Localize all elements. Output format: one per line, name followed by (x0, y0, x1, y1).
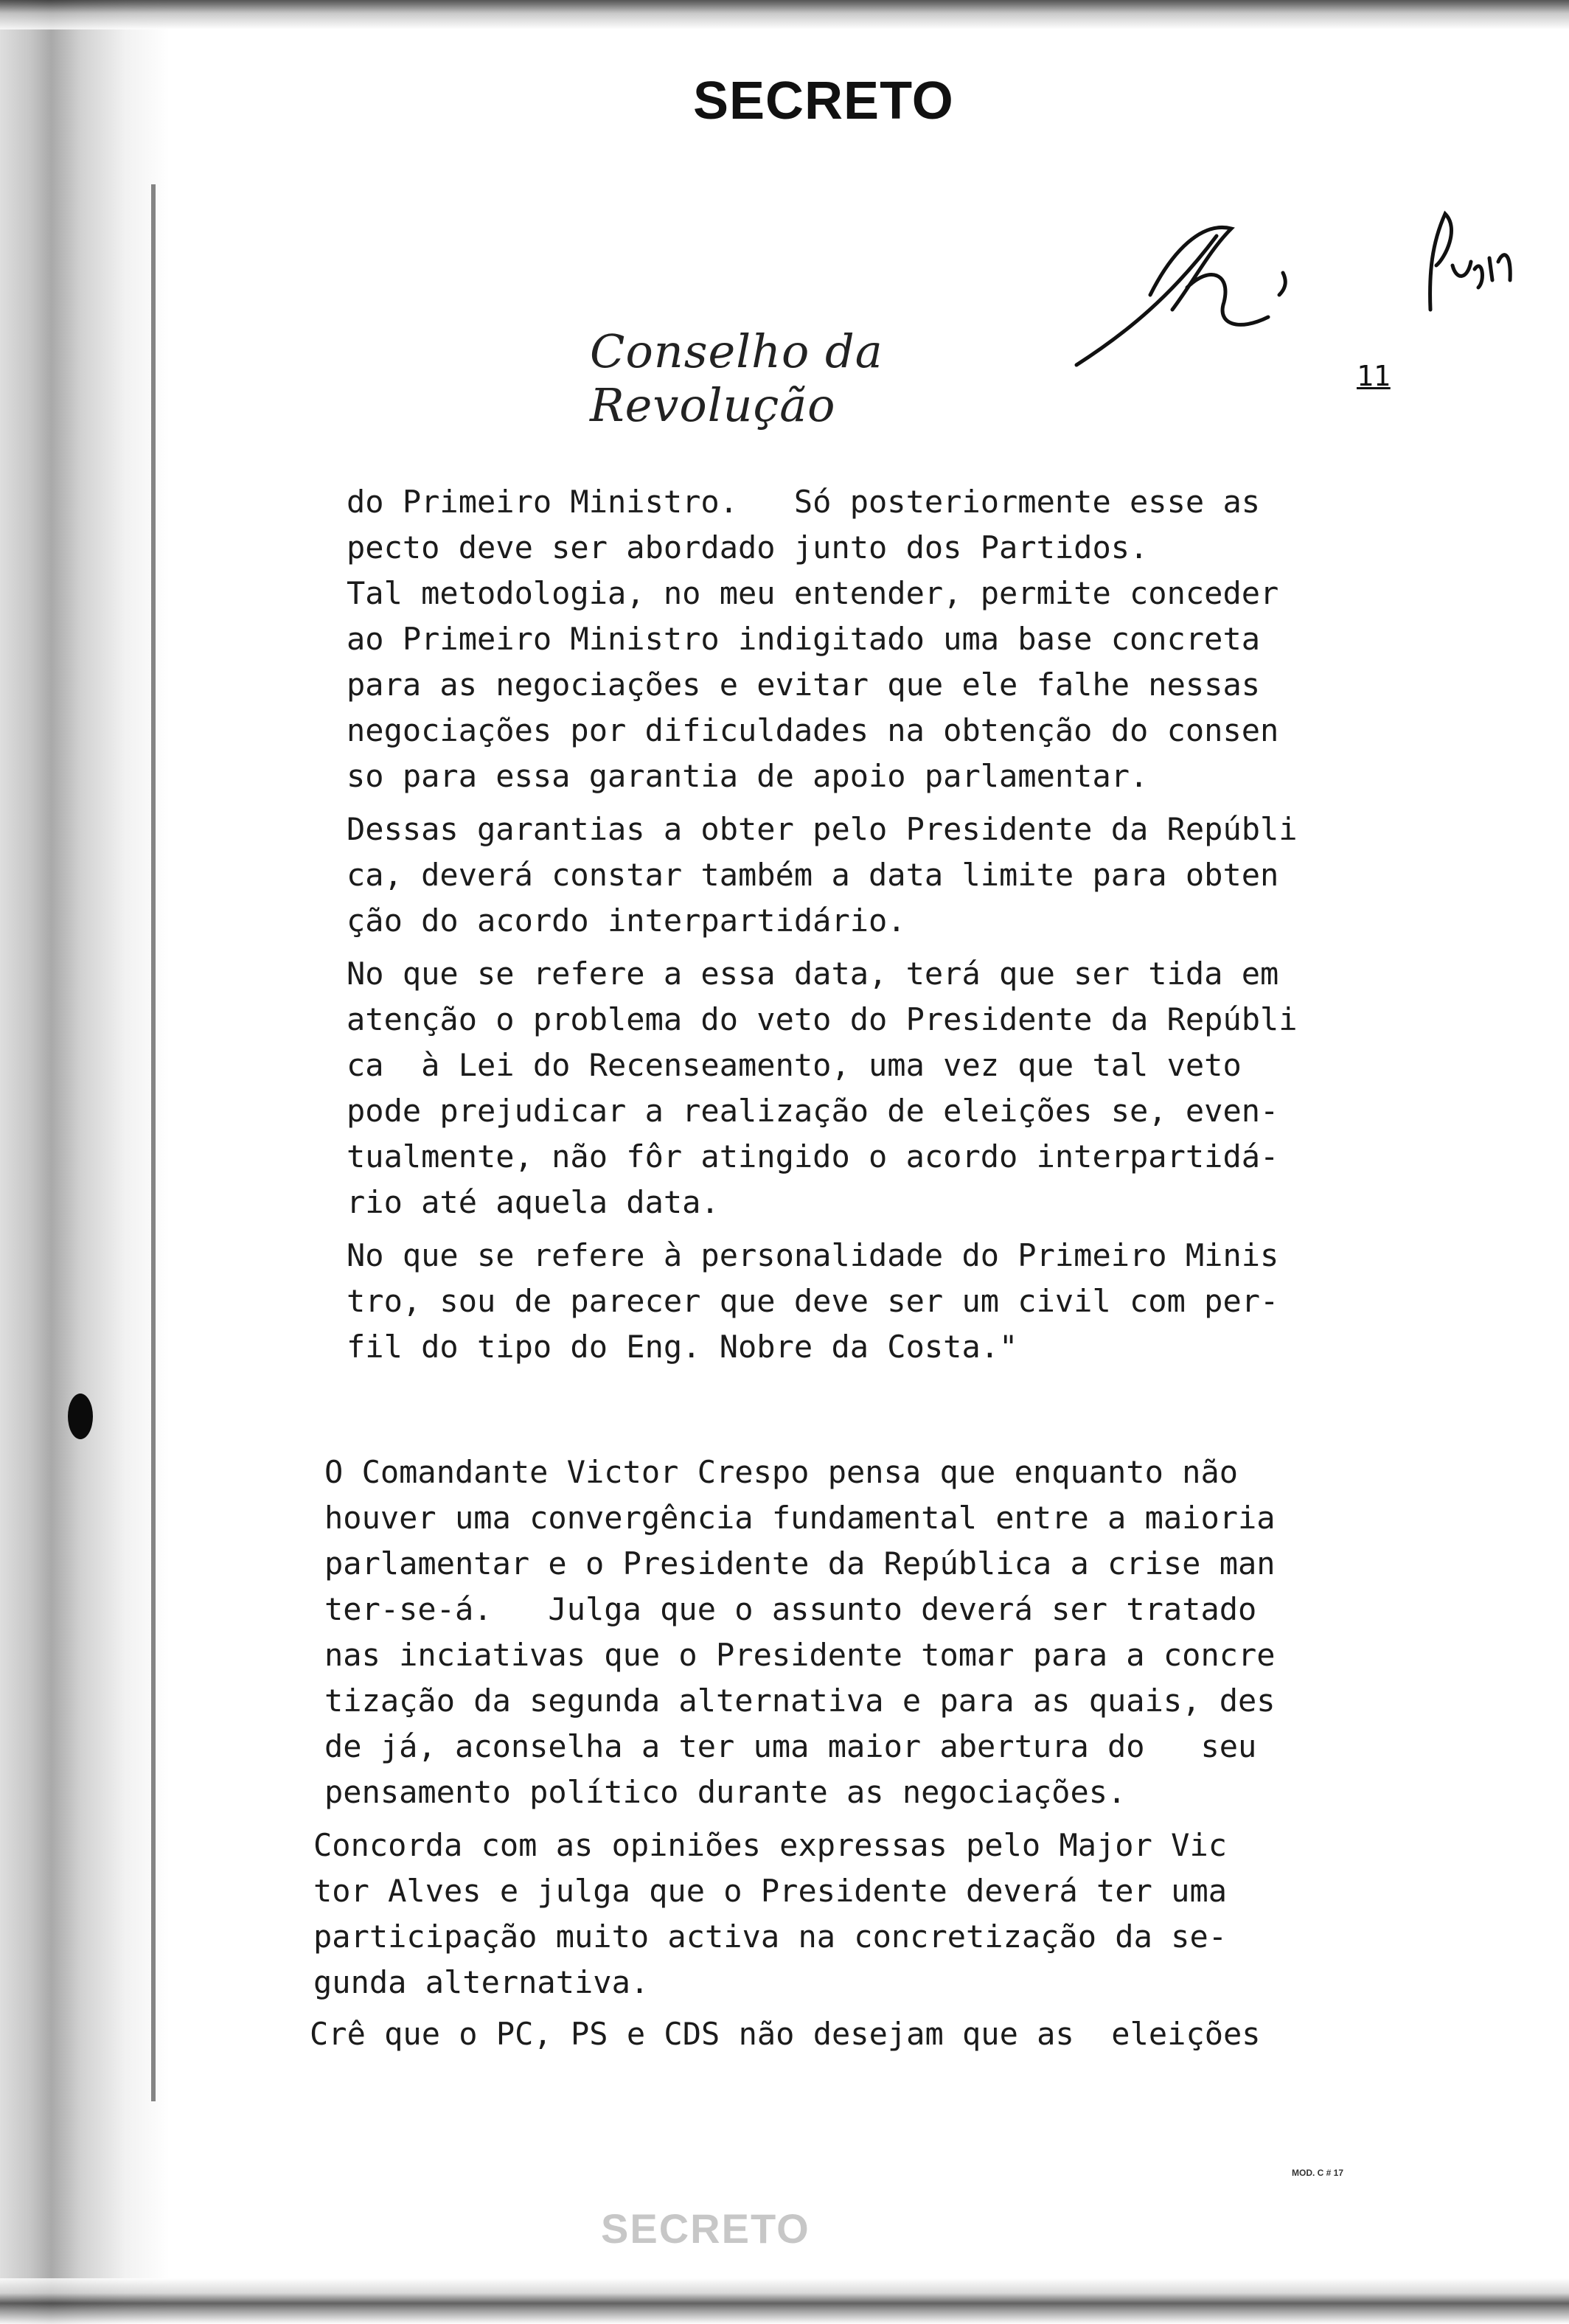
text-line: gunda alternativa. (313, 1964, 650, 2000)
text-line: rio até aquela data. (347, 1184, 720, 1220)
text-line: pensamento político durante as negociações. (324, 1774, 1127, 1810)
text-line: Concorda com as opiniões expressas pelo Major Vic (313, 1827, 1228, 1863)
text-line: nas inciativas que o Presidente tomar para a concre (324, 1637, 1276, 1673)
text-line: atenção o problema do veto do Presidente da Repúbli (347, 1001, 1298, 1037)
text-line: tro, sou de parecer que deve ser um civil com per- (347, 1283, 1279, 1319)
text-line: tização da segunda alternativa e para as quais, des (324, 1683, 1276, 1719)
paragraph (347, 951, 1394, 1225)
text-line: houver uma convergência fundamental entre a maioria (324, 1500, 1276, 1536)
scan-binding-line (151, 184, 156, 2101)
paragraph (310, 2011, 1394, 2057)
paragraph (347, 479, 1394, 799)
text-line: O Comandante Victor Crespo pensa que enquanto não (324, 1454, 1239, 1490)
paragraph (347, 807, 1394, 944)
punch-hole (68, 1394, 93, 1439)
document-body (310, 479, 1394, 2063)
text-line: so para essa garantia de apoio parlamentar. (347, 758, 1149, 794)
form-code: MOD. C # 17 (1292, 2168, 1344, 2178)
text-line: tor Alves e julga que o Presidente deverá ter uma (313, 1873, 1228, 1909)
handwritten-signature-initials (1062, 206, 1312, 383)
text-line: fil do tipo do Eng. Nobre da Costa." (347, 1329, 1018, 1365)
text-line: Tal metodologia, no meu entender, permite conceder (347, 575, 1279, 611)
text-line: ca à Lei do Recenseamento, uma vez que tal veto (347, 1047, 1242, 1083)
letterhead-title: Conselho da Revolução (590, 324, 883, 432)
text-line: parlamentar e o Presidente da República a crise man (324, 1545, 1276, 1582)
classification-stamp: SECRETO (693, 72, 954, 131)
text-line: participação muito activa na concretização da se- (313, 1918, 1228, 1955)
text-line: Crê que o PC, PS e CDS não desejam que as eleições (310, 2016, 1261, 2052)
text-line: para as negociações e evitar que ele falhe nessas (347, 667, 1261, 703)
text-line: ao Primeiro Ministro indigitado uma base concreta (347, 621, 1261, 657)
scan-bottom-edge (0, 2278, 1569, 2324)
page-number: 11 (1357, 360, 1391, 392)
text-line: pode prejudicar a realização de eleições se, even- (347, 1093, 1279, 1129)
text-line: do Primeiro Ministro. Só posteriormente esse as (347, 484, 1261, 520)
text-line: No que se refere à personalidade do Primeiro Minis (347, 1237, 1279, 1273)
paragraph (347, 1233, 1394, 1370)
text-line: de já, aconselha a ter uma maior abertura do seu (324, 1728, 1257, 1764)
text-line: No que se refere a essa data, terá que ser tida em (347, 956, 1279, 992)
bottom-classification-stamp: SECRETO (601, 2205, 810, 2252)
paragraph (313, 1823, 1394, 2005)
text-line: ter-se-á. Julga que o assunto deverá ser tratado (324, 1591, 1257, 1627)
text-line: pecto deve ser abordado junto dos Partidos. (347, 529, 1149, 566)
handwritten-initials-mark (1416, 199, 1519, 324)
paragraph (324, 1450, 1394, 1815)
text-line: Dessas garantias a obter pelo Presidente da Repúbli (347, 811, 1298, 847)
scan-left-edge-shadow (0, 0, 170, 2324)
text-line: ca, deverá constar também a data limite para obten (347, 857, 1279, 893)
text-line: tualmente, não fôr atingido o acordo interpartidá- (347, 1138, 1279, 1175)
text-line: negociações por dificuldades na obtenção do consen (347, 712, 1279, 748)
text-line: ção do acordo interpartidário. (347, 902, 906, 939)
scan-top-edge (0, 0, 1569, 29)
